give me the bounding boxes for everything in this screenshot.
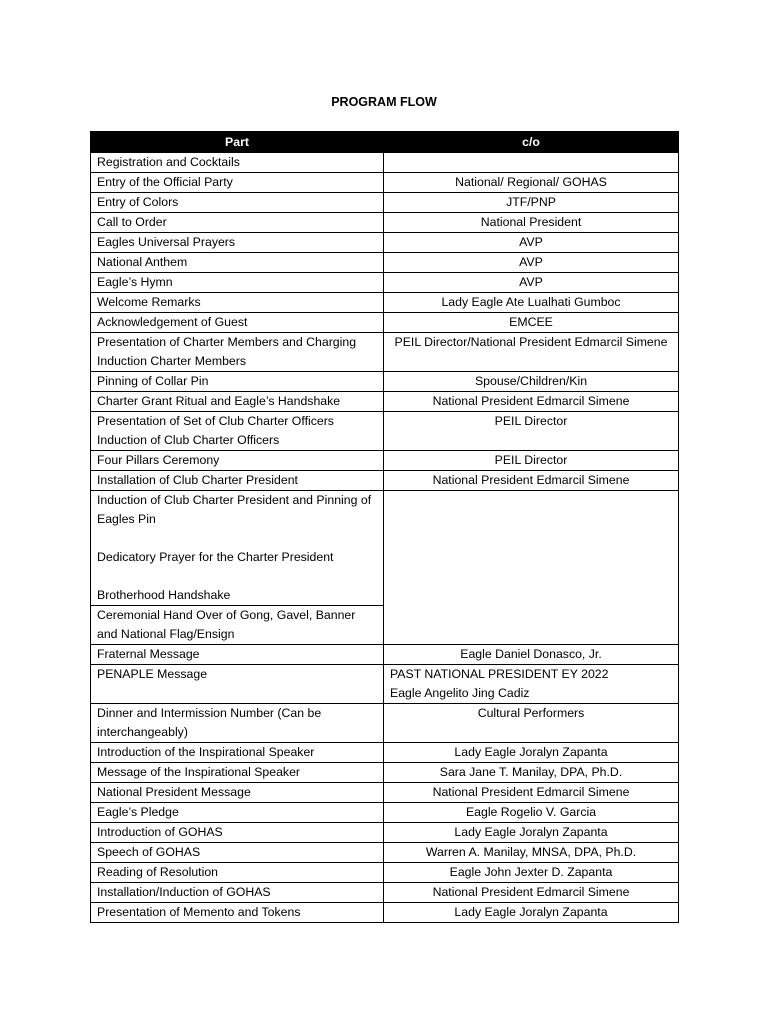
part-cell: Ceremonial Hand Over of Gong, Gavel, Banner and National Flag/Ensign: [91, 606, 384, 645]
table-row: [91, 273, 679, 293]
co-cell: AVP: [384, 253, 679, 273]
co-cell: National President Edmarcil Simene: [384, 883, 679, 903]
co-cell: AVP: [384, 273, 679, 293]
part-cell: Fraternal Message: [91, 645, 384, 665]
part-cell: Call to Order: [91, 213, 384, 233]
co-cell: Spouse/Children/Kin: [384, 372, 679, 392]
co-column-header: c/o: [384, 132, 679, 153]
part-cell: Pinning of Collar Pin: [91, 372, 384, 392]
table-row: [91, 883, 679, 903]
table-row: [91, 491, 679, 606]
co-cell: JTF/PNP: [384, 193, 679, 213]
co-cell: National President Edmarcil Simene: [384, 783, 679, 803]
co-cell: National/ Regional/ GOHAS: [384, 173, 679, 193]
part-cell: Presentation of Memento and Tokens: [91, 903, 384, 923]
table-row: [91, 704, 679, 743]
part-cell: Entry of the Official Party: [91, 173, 384, 193]
part-cell: Dinner and Intermission Number (Can be interchangeably): [91, 704, 384, 743]
part-cell: National President Message: [91, 783, 384, 803]
table-row: [91, 412, 679, 451]
part-cell: National Anthem: [91, 253, 384, 273]
co-cell: Eagle John Jexter D. Zapanta: [384, 863, 679, 883]
part-cell: Eagle’s Pledge: [91, 803, 384, 823]
part-cell: Entry of Colors: [91, 193, 384, 213]
co-cell: National President Edmarcil Simene: [384, 471, 679, 491]
part-cell: Message of the Inspirational Speaker: [91, 763, 384, 783]
table-row: [91, 233, 679, 253]
table-row: [91, 783, 679, 803]
part-cell: Presentation of Set of Club Charter Officers Induction of Club Charter Officers: [91, 412, 384, 451]
part-cell: Introduction of GOHAS: [91, 823, 384, 843]
document-title: PROGRAM FLOW: [331, 95, 437, 109]
part-cell: Induction of Club Charter President and Pinning of Eagles Pin Dedicatory Prayer for the Charter President Brotherhood Handshake: [91, 491, 384, 606]
table-row: [91, 763, 679, 783]
co-cell: Cultural Performers: [384, 704, 679, 743]
co-cell: National President Edmarcil Simene: [384, 392, 679, 412]
co-cell: Lady Eagle Ate Lualhati Gumboc: [384, 293, 679, 313]
part-cell: Welcome Remarks: [91, 293, 384, 313]
part-cell: Eagles Universal Prayers: [91, 233, 384, 253]
co-cell: EMCEE: [384, 313, 679, 333]
co-cell: Eagle Daniel Donasco, Jr.: [384, 645, 679, 665]
part-cell: Reading of Resolution: [91, 863, 384, 883]
co-cell: National President: [384, 213, 679, 233]
co-cell: PAST NATIONAL PRESIDENT EY 2022 Eagle Angelito Jing Cadiz: [384, 665, 679, 704]
table-row: [91, 333, 679, 372]
co-cell: [384, 491, 679, 645]
table-row: [91, 451, 679, 471]
table-row: [91, 903, 679, 923]
table-row: [91, 645, 679, 665]
co-cell: Lady Eagle Joralyn Zapanta: [384, 823, 679, 843]
table-row: [91, 803, 679, 823]
part-cell: Introduction of the Inspirational Speaker: [91, 743, 384, 763]
table-row: [91, 213, 679, 233]
part-cell: Installation/Induction of GOHAS: [91, 883, 384, 903]
co-cell: Warren A. Manilay, MNSA, DPA, Ph.D.: [384, 843, 679, 863]
program-flow-table: [90, 131, 679, 923]
table-row: [91, 173, 679, 193]
table-row: [91, 863, 679, 883]
table-row: [91, 313, 679, 333]
table-row: [91, 843, 679, 863]
table-row: [91, 743, 679, 763]
co-cell: AVP: [384, 233, 679, 253]
co-cell: [384, 153, 679, 173]
co-cell: PEIL Director: [384, 412, 679, 451]
table-row: [91, 372, 679, 392]
co-cell: PEIL Director/National President Edmarcil Simene: [384, 333, 679, 372]
table-row: [91, 253, 679, 273]
co-cell: Lady Eagle Joralyn Zapanta: [384, 903, 679, 923]
part-cell: Acknowledgement of Guest: [91, 313, 384, 333]
table-row: [91, 823, 679, 843]
co-cell: PEIL Director: [384, 451, 679, 471]
table-row: [91, 392, 679, 412]
co-cell: Lady Eagle Joralyn Zapanta: [384, 743, 679, 763]
part-cell: Presentation of Charter Members and Charging Induction Charter Members: [91, 333, 384, 372]
part-cell: PENAPLE Message: [91, 665, 384, 704]
part-cell: Installation of Club Charter President: [91, 471, 384, 491]
table-header-row: [91, 132, 679, 153]
part-cell: Registration and Cocktails: [91, 153, 384, 173]
co-cell: Sara Jane T. Manilay, DPA, Ph.D.: [384, 763, 679, 783]
table-row: [91, 665, 679, 704]
table-row: [91, 153, 679, 173]
co-cell: Eagle Rogelio V. Garcia: [384, 803, 679, 823]
table-row: [91, 193, 679, 213]
part-cell: Charter Grant Ritual and Eagle’s Handshake: [91, 392, 384, 412]
part-column-header: Part: [91, 132, 384, 153]
table-row: [91, 293, 679, 313]
part-cell: Eagle’s Hymn: [91, 273, 384, 293]
part-cell: Four Pillars Ceremony: [91, 451, 384, 471]
part-cell: Speech of GOHAS: [91, 843, 384, 863]
table-row: [91, 471, 679, 491]
